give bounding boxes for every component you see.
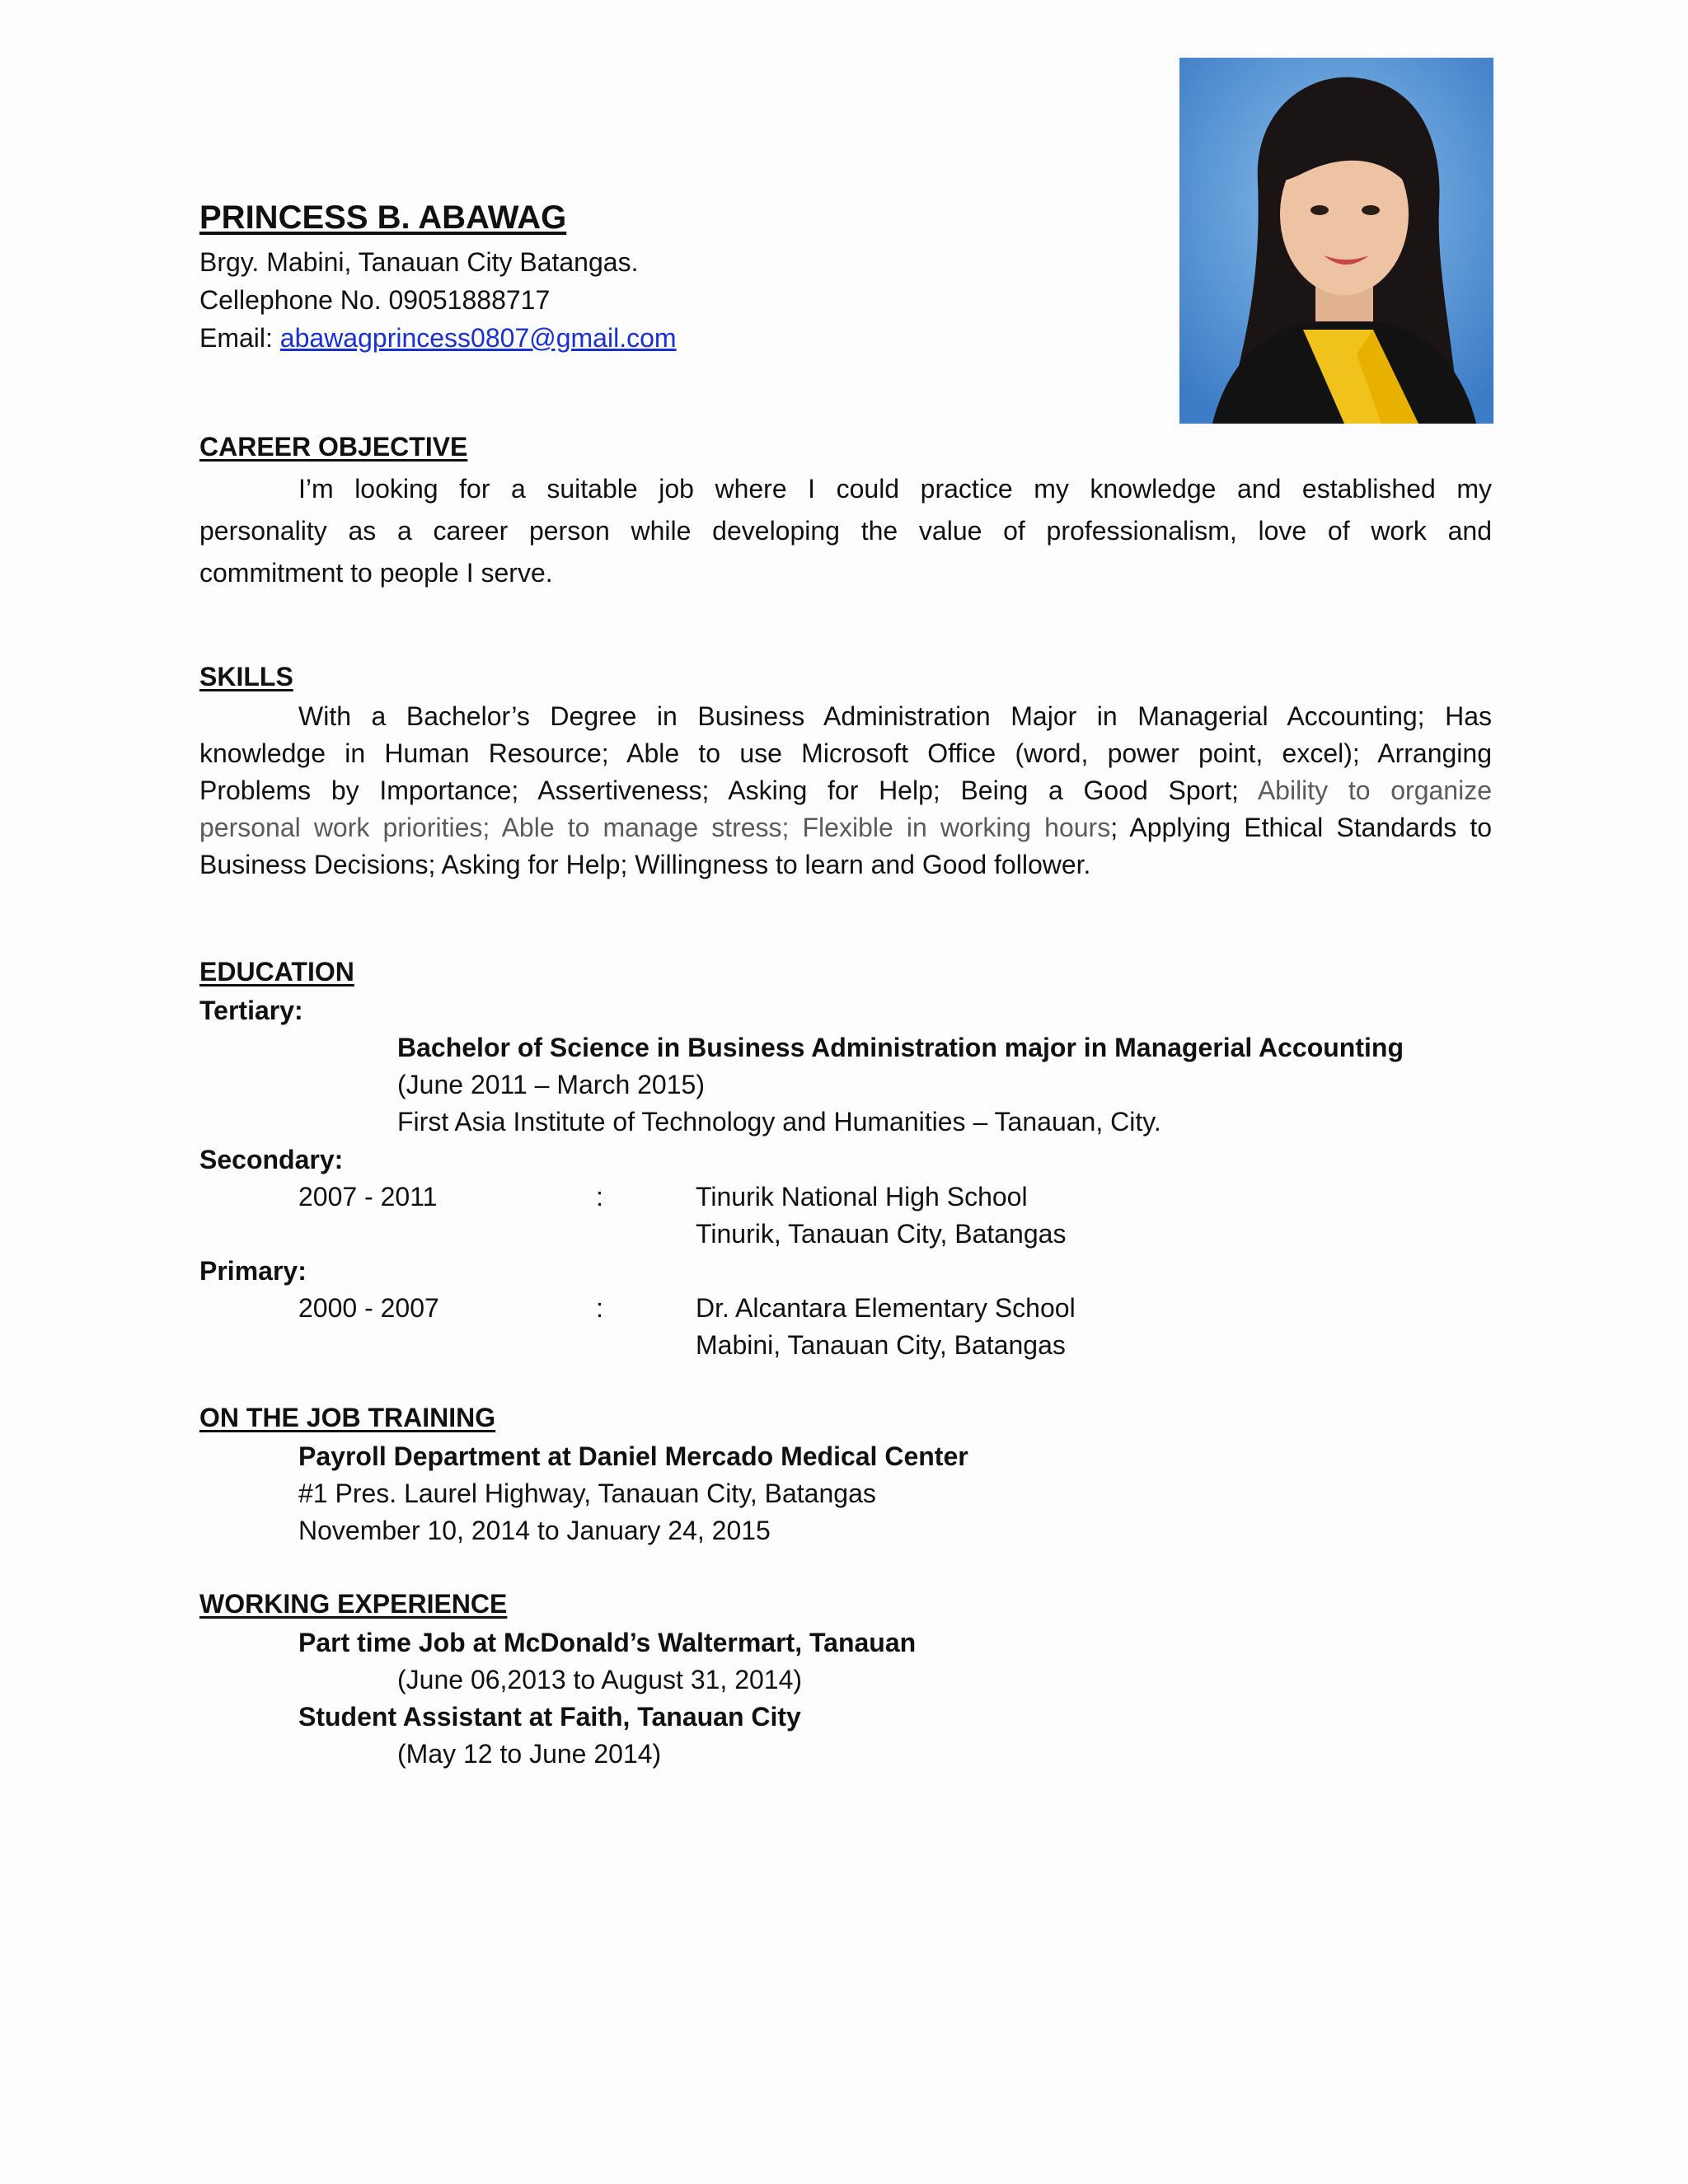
primary-location: Mabini, Tanauan City, Batangas xyxy=(696,1330,1066,1360)
ojt-dates: November 10, 2014 to January 24, 2015 xyxy=(298,1516,771,1545)
skills-line: With a Bachelor’s Degree in Business Administration Major in Managerial Accounting; Has xyxy=(298,701,1492,731)
job2-title: Student Assistant at Faith, Tanauan City xyxy=(298,1702,801,1732)
ojt-address: #1 Pres. Laurel Highway, Tanauan City, Batangas xyxy=(298,1479,876,1508)
ojt-heading: ON THE JOB TRAINING xyxy=(199,1403,496,1432)
primary-years: 2000 - 2007 xyxy=(298,1293,439,1323)
primary-school: Dr. Alcantara Elementary School xyxy=(696,1293,1076,1323)
ojt-title: Payroll Department at Daniel Mercado Medical Center xyxy=(298,1441,968,1471)
career-objective-heading: CAREER OBJECTIVE xyxy=(199,432,468,462)
skills-text-grey: personal work priorities; Able to manage stress; Flexible in working hours xyxy=(199,813,1111,842)
profile-photo xyxy=(1179,58,1493,424)
secondary-label: Secondary: xyxy=(199,1145,344,1174)
career-objective-line: personality as a career person while developing the value of professionalism, love of work and xyxy=(199,516,1492,546)
phone: Cellephone No. 09051888717 xyxy=(199,285,551,315)
applicant-name: PRINCESS B. ABAWAG xyxy=(199,199,567,236)
job2-dates: (May 12 to June 2014) xyxy=(397,1739,662,1769)
career-objective-line: I’m looking for a suitable job where I could practice my knowledge and established my xyxy=(298,474,1492,504)
skills-line xyxy=(199,772,1492,809)
primary-colon: : xyxy=(596,1293,603,1323)
skills-text xyxy=(199,698,1492,883)
skills-line: Business Decisions; Asking for Help; Willingness to learn and Good follower. xyxy=(199,850,1091,879)
education-heading: EDUCATION xyxy=(199,957,354,987)
email-label: Email: xyxy=(199,323,280,353)
career-objective-text xyxy=(199,468,1492,594)
primary-label: Primary: xyxy=(199,1256,307,1286)
email-link[interactable]: abawagprincess0807@gmail.com xyxy=(279,323,677,353)
tertiary-label: Tertiary: xyxy=(199,996,303,1025)
job1-title: Part time Job at McDonald’s Waltermart, Tanauan xyxy=(298,1628,917,1657)
tertiary-degree: Bachelor of Science in Business Administration major in Managerial Accounting xyxy=(397,1033,1404,1062)
email-line xyxy=(199,321,677,354)
skills-text-grey: Ability to organize xyxy=(1257,776,1493,805)
address: Brgy. Mabini, Tanauan City Batangas. xyxy=(199,247,639,277)
job1-dates: (June 06,2013 to August 31, 2014) xyxy=(397,1665,803,1694)
skills-line: knowledge in Human Resource; Able to use Microsoft Office (word, power point, excel); Arranging xyxy=(199,738,1492,768)
skills-heading: SKILLS xyxy=(199,662,293,691)
tertiary-school: First Asia Institute of Technology and Humanities – Tanauan, City. xyxy=(397,1107,1161,1137)
portrait-illustration xyxy=(1179,58,1493,424)
secondary-years: 2007 - 2011 xyxy=(298,1182,438,1212)
secondary-colon: : xyxy=(596,1182,603,1212)
tertiary-dates: (June 2011 – March 2015) xyxy=(397,1070,705,1099)
skills-line xyxy=(199,809,1492,846)
skills-text-dark: Problems by Importance; Assertiveness; Asking for Help; Being a Good Sport; xyxy=(199,776,1258,805)
work-heading: WORKING EXPERIENCE xyxy=(199,1589,508,1619)
career-objective-line: commitment to people I serve. xyxy=(199,558,553,588)
secondary-location: Tinurik, Tanauan City, Batangas xyxy=(696,1219,1067,1249)
skills-text-dark: ; Applying Ethical Standards to xyxy=(1110,813,1493,842)
secondary-school: Tinurik National High School xyxy=(696,1182,1028,1212)
